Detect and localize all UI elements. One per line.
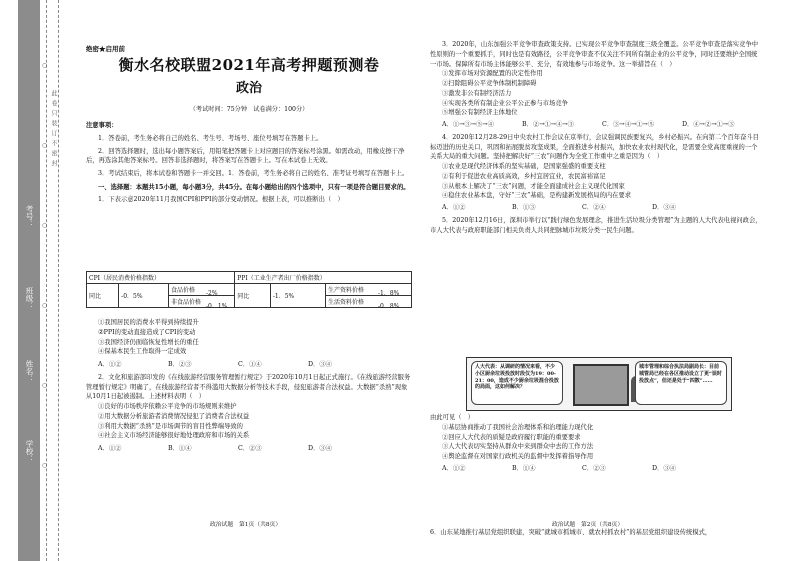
notes-heading: 注意事项： xyxy=(86,122,118,129)
cpi-total: -0．5% xyxy=(119,284,169,308)
choice-b[interactable]: B．①④ xyxy=(512,464,536,472)
cpi-ppi-table xyxy=(86,271,412,308)
question-6-stem: 6．山东某地推行基层党组织联建，突破“就城市抓城市、就农村抓农村”的基层党组织建设传统模式， xyxy=(430,529,712,536)
choice-a[interactable]: A．①② xyxy=(98,361,122,368)
question-5-lead: 由此可见（ ） xyxy=(430,414,475,421)
subject-title: 政治 xyxy=(235,81,262,96)
binding-dashed-line-inner xyxy=(58,0,59,561)
option[interactable]: ③利用大数据“杀熟”是市场调节的盲目性弊端导致的 xyxy=(98,422,243,430)
binding-marker: ○ xyxy=(42,382,48,389)
prod-value: -1．8% xyxy=(378,290,400,297)
name-field[interactable]: 姓名： xyxy=(25,360,34,383)
choice-a[interactable]: A．①② xyxy=(442,204,466,211)
answer-choices xyxy=(430,120,762,130)
choice-c[interactable]: C．②③ xyxy=(582,464,606,472)
choice-b[interactable]: B．①④ xyxy=(168,445,192,452)
nonfood-label: 非食品价格 xyxy=(169,296,235,308)
answer-choices xyxy=(86,444,412,454)
question-1-stem: 1．下表示意2020年11月我国CPI和PPI的部分变动情况。根据上表，可以推断出（ ） xyxy=(98,195,344,203)
choice-a[interactable]: A．①→③→⑤→④ xyxy=(442,121,494,128)
choice-c[interactable]: C．①④ xyxy=(238,361,262,368)
food-label: 食品价格 xyxy=(171,287,196,294)
note-item: 2．回答选择题时，选出每小题答案后，用铅笔把答题卡上对应题目的答案标号涂黑。如需改动，用橡皮擦干净后，再选涂其他答案标号。回答非选择题时，将答案写在答题卡上。写在本试卷上无效。 xyxy=(86,147,405,165)
question-2-stem: 2．文化和旅游部印发的《在线旅游经营服务管理暂行规定》于2020年10月1日起正式施行。《在线旅游经营服务管理暂行规定》明确了，在线旅游经营者不得滥用大数据分析等技术手段，侵犯旅游者合法权益。大数据“杀熟”现象从10月1日起被遏制。上述材料表明（ ） xyxy=(86,373,411,401)
answer-choices xyxy=(430,464,762,474)
food-value: -2% xyxy=(206,290,218,297)
speech-bubble-deputy: 人大代表：从调研的情况来看，不少小区厨余垃圾投放时段仅为19：00-21：00，造成不少厨余垃圾混合投放的局面，这如何解决？ xyxy=(471,361,563,405)
right-column xyxy=(430,40,762,235)
option[interactable]: ④社会主义市场经济能够很好地处理政府和市场的关系 xyxy=(98,432,250,440)
binding-strip xyxy=(0,0,64,561)
binding-dashed-line xyxy=(46,0,47,561)
binding-note: 此卷只装订不密封 xyxy=(50,90,57,170)
choice-a[interactable]: A．①② xyxy=(442,464,466,472)
option[interactable]: ③从根本上解决了“三农”问题，才能全面建成社会主义现代化国家 xyxy=(442,182,625,190)
choice-c[interactable]: C．③→④→①→⑤ xyxy=(602,121,655,128)
page-footer-right: 政治试题 第2页（共8页） xyxy=(552,522,624,528)
option[interactable]: ③人大代表切实坚持从群众中来到群众中去的工作方法 xyxy=(442,443,594,451)
life-value: -0．8% xyxy=(378,303,400,310)
option[interactable]: ①良好的市场秩序依赖公平竞争的市场规则来维护 xyxy=(98,403,237,410)
notes-section xyxy=(86,121,412,204)
binding-marker: ○ xyxy=(42,222,48,229)
speech-bubble-official: 城市管理和综合执法局副局长：目前城管局已经在各区推动设立了更“误时投放点”，但还是处于“四散”…… xyxy=(635,361,727,405)
choice-d[interactable]: D．④→②→①→③ xyxy=(682,121,735,128)
option[interactable]: ③我国经济仍面临恢复性增长的重任 xyxy=(98,338,199,346)
option[interactable]: ②回应人大代表的质疑是政府履行职能的重要要求 xyxy=(442,433,581,441)
choice-d[interactable]: D．③④ xyxy=(652,204,676,211)
cpi-yoy-label: 同比 xyxy=(87,284,119,308)
answer-choices xyxy=(430,203,762,213)
binding-marker: ○ xyxy=(42,302,48,309)
choice-d[interactable]: D．③④ xyxy=(308,361,332,368)
option[interactable]: ①农业是现代经济体系的坚实基础，是国家强盛的重要支柱 xyxy=(442,163,606,170)
cpi-values xyxy=(206,287,227,313)
choice-c[interactable]: C．②③ xyxy=(238,445,262,452)
cartoon-illustration xyxy=(466,357,732,411)
secret-label: 绝密★启用前 xyxy=(86,45,125,53)
choice-a[interactable]: A．①② xyxy=(98,445,122,452)
choice-d[interactable]: D．③④ xyxy=(308,445,332,452)
option[interactable]: ④实现各类所有制企业公平公正参与市场竞争 xyxy=(442,99,568,107)
note-item: 1．答卷前，考生务必将自己的姓名、考生号、考场号、座位号填写在答题卡上。 xyxy=(98,134,323,142)
option[interactable]: ②扫除阻碍公平竞争体制机制障碍 xyxy=(442,80,537,87)
option[interactable]: ④稳住农业基本盘，守好“三农”基础，是构建新发展格局的内在要求 xyxy=(442,192,632,200)
note-item: 3．考试结束后，将本试卷和答题卡一并交回。1．答卷前，考生务必将自己的姓名、准考证号填写在答题卡上。 xyxy=(98,170,409,177)
option[interactable]: ③激发非公有制经济活力 xyxy=(442,89,512,97)
question-5-stem: 5．2020年12月16日，深圳市举行以“践行绿色发展理念，推进生活垃圾分类管理”为主题的人大代表电视问政会，市人大代表与政府职能部门相关负责人共同把脉城市垃圾分类一民生问题。 xyxy=(430,216,762,234)
page-footer-left: 政治试题 第1页（共8页） xyxy=(210,522,282,528)
option[interactable]: ④舆论监督在对国家行政机关的监督中发挥着指导作用 xyxy=(442,453,594,460)
option[interactable]: ②有利于促进农业高质高效，乡村宜居宜业，农民富裕富足 xyxy=(442,172,606,180)
choice-b[interactable]: B．①③ xyxy=(512,204,536,211)
choice-c[interactable]: C．②④ xyxy=(582,204,606,211)
ppi-header: PPI（工业生产者出厂价格指数） xyxy=(235,272,412,284)
option[interactable]: ②PPI的变动直接造成了CPI的变动 xyxy=(98,328,196,336)
binding-grey-bar xyxy=(18,0,40,561)
question-5-options xyxy=(430,413,762,474)
ppi-total: -1．5% xyxy=(270,284,325,308)
option[interactable]: ④保基本民生工作取得一定成效 xyxy=(98,348,187,356)
school-field[interactable]: 学校： xyxy=(25,440,34,463)
binding-marker: ○ xyxy=(42,142,48,149)
ppi-values xyxy=(378,287,399,313)
exam-number-field[interactable]: 考号： xyxy=(25,205,34,228)
section-heading: 一、选择题：本题共15小题，每小题3分，共45分。在每小题给出的四个选项中，只有一项是符合题目要求的。 xyxy=(98,183,410,191)
question-3-stem: 3．2020年，山东加强公平竞争审查政策支持。已实现公平竞争审查制度三级全覆盖。公平竞争审查是落实竞争中性原则的一个重要抓手，同时也是有效路径，公平竞争审查不仅关注不同所有制企业的公平竞争，同时还要维护全国统一市场。保障所有市场主体能够公平、充分，有效地参与市场竞争。这一举措旨在（ ） xyxy=(430,41,758,68)
tv-screen xyxy=(573,364,629,406)
option[interactable]: ①发挥市场对资源配置的决定性作用 xyxy=(442,70,543,78)
option[interactable]: ②用大数据分析旅游者消费情况侵犯了消费者合法权益 xyxy=(98,412,250,420)
exam-time: （考试时间：75分钟 试卷满分：100分） xyxy=(189,106,309,113)
class-field[interactable]: 班级： xyxy=(25,287,34,310)
question-4-stem: 4．2020年12月28-29日中央农村工作会议在京举行，会议强调民族要复兴，乡村必振兴。在向第二个百年奋斗目标迈进的历史关口，巩固和拓展脱贫攻坚成果，全面推进乡村振兴，加快农业农村现代化，是需要全党高度重视的一个关系大局的重大问题。坚持把解决好“三农”问题作为全党工作重中之重是因为（ ） xyxy=(430,133,759,161)
choice-b[interactable]: B．②→①→④→③ xyxy=(522,121,574,128)
prod-label: 生产资料价格 xyxy=(326,284,412,296)
option[interactable]: ⑤增强公有制经济主体地位 xyxy=(442,109,518,117)
cpi-header: CPI（居民消费价格指数） xyxy=(87,272,235,284)
life-label: 生活资料价格 xyxy=(326,296,412,308)
choice-d[interactable]: D．③④ xyxy=(652,464,676,472)
binding-marker: ○ xyxy=(42,62,48,69)
option[interactable]: ①基层协商推动了我国社会治理体系和治理能力现代化 xyxy=(442,423,594,431)
ppi-yoy-label: 同比 xyxy=(235,284,271,308)
question-1-options xyxy=(86,318,412,454)
answer-choices xyxy=(86,360,412,370)
option[interactable]: ①我国居民的消费水平得到持续提升 xyxy=(98,319,199,326)
page-title: 衡水名校联盟2021年高考押题预测卷 xyxy=(118,56,380,74)
binding-marker: ○ xyxy=(42,462,48,469)
nonfood-value: -0．1% xyxy=(206,303,228,310)
choice-b[interactable]: B．②③ xyxy=(168,361,192,368)
